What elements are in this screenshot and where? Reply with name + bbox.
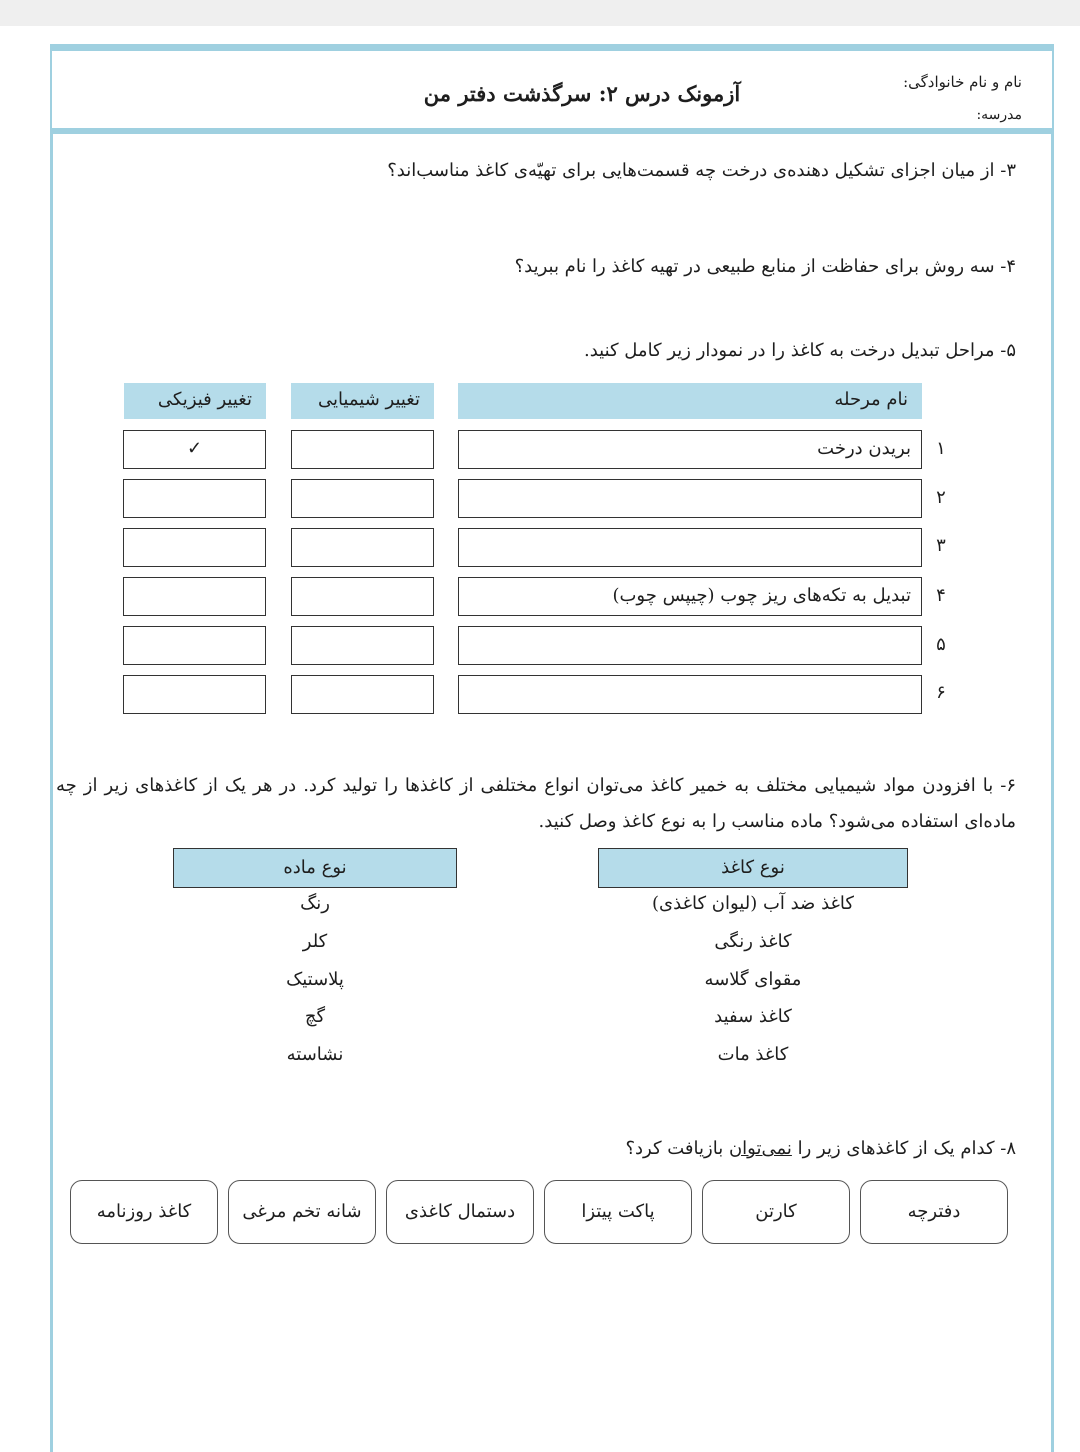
stage-field[interactable]: بریدن درخت [458,430,922,469]
question-5: ۵- مراحل تبدیل درخت به کاغذ را در نمودار زیر کامل کنید. [583,340,1016,361]
stage-field[interactable] [458,528,922,567]
chemical-checkbox[interactable] [291,479,434,518]
page-header [50,44,1054,134]
material-item[interactable]: رنگ [300,893,330,914]
row-number: ۴ [936,585,946,606]
row-number: ۵ [936,634,946,655]
physical-checkbox[interactable]: ✓ [123,430,266,469]
physical-checkbox[interactable] [123,675,266,714]
option-pizza-box[interactable]: پاکت پیتزا [544,1180,692,1244]
chemical-checkbox[interactable] [291,528,434,567]
physical-checkbox[interactable] [123,528,266,567]
physical-checkbox[interactable] [123,577,266,616]
physical-checkbox[interactable] [123,479,266,518]
school-label: مدرسه: [976,107,1022,123]
stage-field[interactable]: تبدیل به تکه‌های ریز چوب (چیپس چوب) [458,577,922,616]
paper-item[interactable]: کاغذ ضد آب (لیوان کاغذی) [652,893,854,914]
option-tissue[interactable]: دستمال کاغذی [386,1180,534,1244]
question-4: ۴- سه روش برای حفاظت از منابع طبیعی در تهیه کاغذ را نام ببرید؟ [514,256,1016,277]
option-egg-tray[interactable]: شانه تخم مرغی [228,1180,376,1244]
paper-type-header: نوع کاغذ [598,848,908,888]
material-type-header: نوع ماده [173,848,457,888]
chemical-checkbox[interactable] [291,675,434,714]
column-header-physical: تغییر فیزیکی [124,383,266,419]
question-6: ۶- با افزودن مواد شیمیایی مختلف به خمیر کاغذ می‌توان انواع مختلفی از کاغذها را تولید کرد. در هر یک از کاغذهای زیر از چه ماده‌ای استفاده می‌شود؟ ماده مناسب را به نوع کاغذ وصل کنید. [56,775,1016,832]
material-item[interactable]: کلر [302,931,328,952]
column-header-chemical: تغییر شیمیایی [291,383,434,419]
question-8-text-after: بازیافت کرد؟ [625,1138,729,1159]
row-number: ۱ [936,438,946,459]
material-item[interactable]: پلاستیک [286,969,344,990]
question-3: ۳- از میان اجزای تشکیل دهنده‌ی درخت چه قسمت‌هایی برای تهیّه‌ی کاغذ مناسب‌اند؟ [387,160,1016,181]
question-8-text-before: ۸- کدام یک از کاغذهای زیر را [791,1138,1016,1159]
stage-field[interactable] [458,675,922,714]
chemical-checkbox[interactable] [291,577,434,616]
option-notebook[interactable]: دفترچه [860,1180,1008,1244]
row-number: ۶ [936,682,946,703]
stage-field[interactable] [458,479,922,518]
name-label: نام و نام خانوادگی: [903,73,1022,91]
column-header-stage: نام مرحله [458,383,922,419]
stage-field[interactable] [458,626,922,665]
option-newspaper[interactable]: کاغذ روزنامه [70,1180,218,1244]
material-item[interactable]: گچ [304,1006,326,1027]
material-item[interactable]: نشاسته [286,1044,344,1065]
physical-checkbox[interactable] [123,626,266,665]
paper-item[interactable]: مقوای گلاسه [704,969,802,990]
question-8 [625,1138,1016,1159]
row-number: ۲ [936,487,946,508]
page-title: آزمونک درس ۲: سرگذشت دفتر من [423,81,741,106]
paper-item[interactable]: کاغذ مات [717,1044,789,1065]
paper-item[interactable]: کاغذ سفید [714,1006,792,1027]
row-number: ۳ [936,535,946,556]
option-carton[interactable]: کارتن [702,1180,850,1244]
chemical-checkbox[interactable] [291,430,434,469]
question-8-underlined: نمی‌توان [728,1138,792,1159]
top-bar [0,0,1080,26]
chemical-checkbox[interactable] [291,626,434,665]
paper-item[interactable]: کاغذ رنگی [714,931,792,952]
